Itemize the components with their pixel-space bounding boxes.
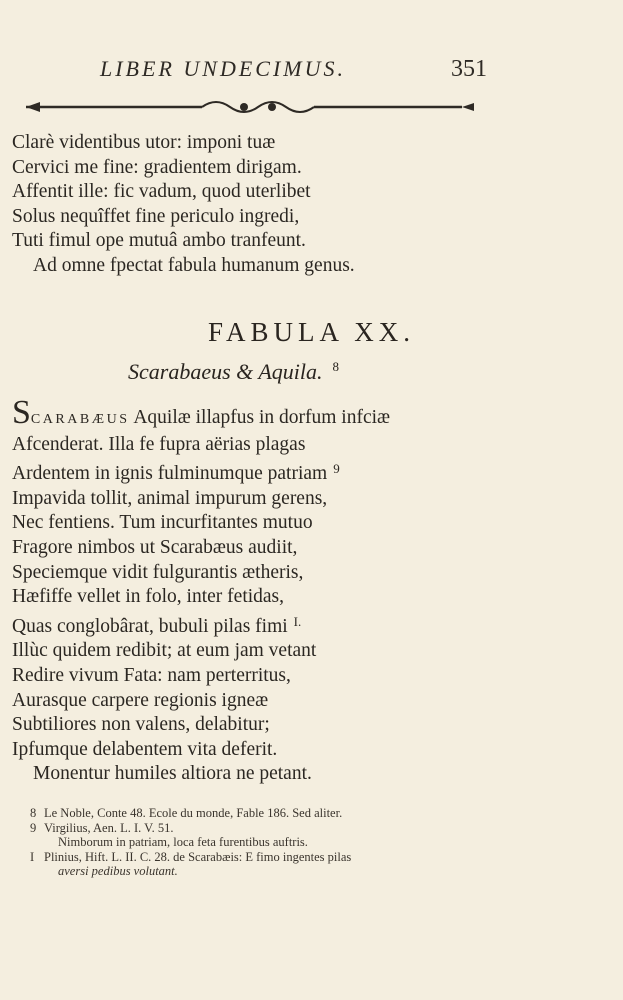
footnote-mark: 9 — [30, 820, 37, 835]
fable-title: FABULA XX. — [207, 317, 416, 347]
verse-line: Cervici me fine: gradientem dirigam. — [12, 156, 302, 178]
verse-line-first — [12, 394, 391, 433]
footnote — [30, 850, 351, 865]
first-word-smallcaps: CARABÆUS — [30, 412, 130, 427]
footnote-mark: 8 — [30, 806, 37, 820]
fable-subtitle-text: Scarabaeus & Aquila. — [128, 359, 323, 384]
verse-line: Quas conglobârat, bubuli pilas fimi $^{I.}$ — [12, 613, 302, 637]
running-head: LIBER UNDECIMUS. — [100, 56, 346, 81]
verse-line: Impavida tollit, animal impurum gerens, — [12, 487, 328, 509]
verse-block-fable — [12, 394, 391, 787]
footnote-continuation: Nimborum in patriam, loca feta furentibus auftris. — [58, 835, 308, 849]
page-number: 351 — [451, 56, 487, 82]
footnote-text: Le Noble, Conte 48. Ecole du monde, Fable 186. Sed aliter. — [44, 806, 343, 820]
verse-line: Clarè videntibus utor: imponi tuæ — [12, 132, 276, 153]
verse-line: Speciemque vidit fulgurantis ætheris, — [12, 561, 304, 583]
verse-line: Solus nequîffet fine periculo ingredi, — [12, 205, 300, 227]
footnote-continuation: aversi pedibus volutant. — [58, 864, 178, 878]
drop-cap: S — [12, 394, 31, 431]
verse-line: Illùc quidem redibit; at eum jam vetant — [12, 640, 317, 662]
footnote-text: Plinius, Hift. L. II. C. 28. de Scarabæis: E fimo ingentes pilas — [44, 849, 352, 864]
footnote-mark: I — [30, 849, 35, 864]
ornamental-rule — [22, 95, 478, 119]
verse-line: Aurasque carpere regionis igneæ — [12, 689, 269, 711]
footnote — [30, 806, 351, 821]
first-line-rest: Aquilæ illapfus in dorfum infciæ — [129, 407, 391, 428]
verse-block-top — [12, 131, 355, 279]
verse-line: Tuti fimul ope mutuâ ambo tranfeunt. — [12, 230, 306, 252]
footnote-ref: 8 — [332, 359, 340, 374]
verse-line: Affentit ille: fic vadum, quod uterlibet — [12, 181, 311, 203]
verse-line: Subtiliores non valens, delabitur; — [12, 714, 270, 736]
moral-line: Monentur humiles altiora ne petant. — [33, 763, 312, 785]
verse-line: Nec fentiens. Tum incurfitantes mutuo — [12, 512, 313, 534]
moral-line: Ad omne fpectat fabula humanum genus. — [33, 254, 355, 276]
footnote — [30, 821, 351, 836]
footnote-text: Virgilius, Aen. L. I. V. 51. — [44, 820, 174, 835]
footnote-ref: 9 — [333, 461, 340, 477]
verse-line: Redire vivum Fata: nam perterritus, — [12, 664, 291, 686]
footnote-ref: I. — [293, 613, 302, 629]
verse-line: Ardentem in ignis fulminumque patriam $^9$ — [12, 461, 340, 485]
verse-line: Hæfiffe vellet in folo, inter fetidas, — [12, 586, 285, 608]
footnotes — [30, 806, 351, 879]
verse-line: Afcenderat. Illa fe fupra aërias plagas — [12, 433, 306, 455]
fable-subtitle — [128, 359, 339, 385]
verse-line: Ipfumque delabentem vita deferit. — [12, 738, 278, 760]
verse-line: Fragore nimbos ut Scarabæus audiit, — [12, 536, 298, 558]
